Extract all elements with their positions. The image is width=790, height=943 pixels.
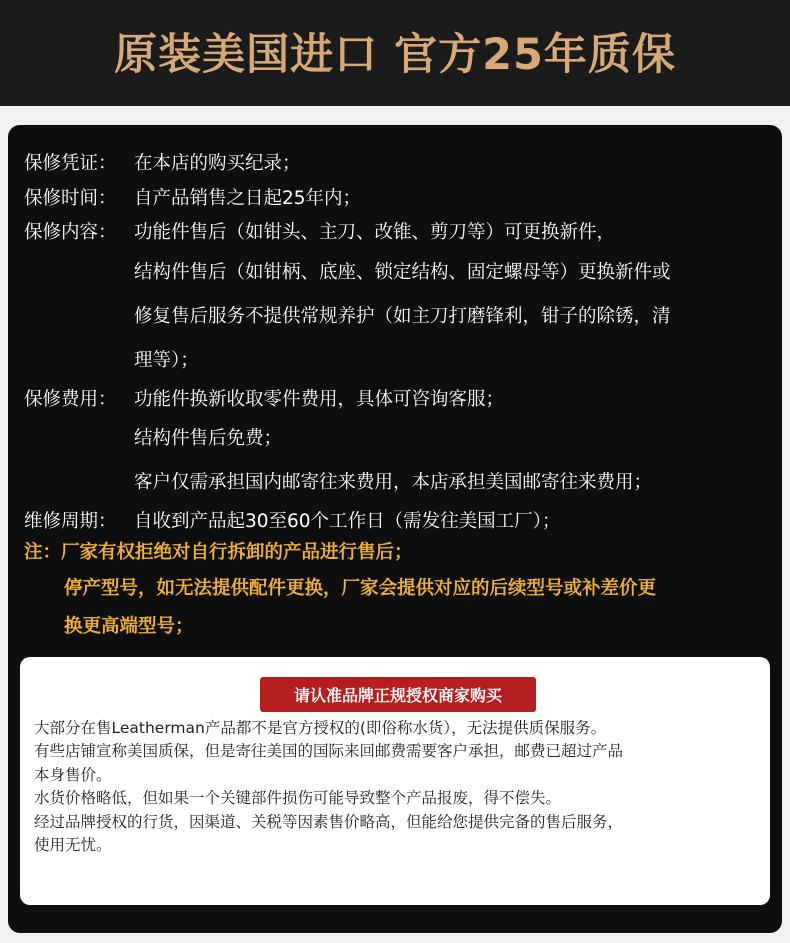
authorized-dealer-button[interactable]: 请认准品牌正规授权商家购买 (260, 677, 536, 712)
notice-line: 经过品牌授权的行货，因渠道、关税等因素售价略高，但能给您提供完备的售后服务， (34, 812, 624, 831)
notice-line: 有些店铺宣称美国质保，但是寄往美国的国际来回邮费需要客户承担，邮费已超过产品 (34, 742, 624, 761)
term-coverage-cont (24, 251, 774, 295)
term-label: 保修时间： (24, 187, 117, 209)
term-value: 功能件换新收取零件费用，具体可咨询客服； (134, 388, 505, 410)
term-coverage (24, 216, 774, 251)
term-label: 保修费用： (24, 388, 117, 410)
term-value: 结构件售后（如钳柄、底座、锁定结构、固定螺母等）更换新件或 (134, 261, 671, 283)
term-period (24, 182, 774, 217)
term-value: 客户仅需承担国内邮寄往来费用，本店承担美国邮寄往来费用； (134, 472, 653, 494)
term-label: 维修周期： (24, 511, 117, 533)
term-value: 功能件售后（如钳头、主刀、改锥、剪刀等）可更换新件， (134, 222, 616, 244)
term-fees-cont (24, 417, 774, 461)
term-value: 自产品销售之日起25年内； (134, 187, 362, 209)
term-value: 理等）； (134, 349, 199, 371)
warranty-card (8, 125, 782, 933)
notice-line: 水货价格略低，但如果一个关键部件损伤可能导致整个产品报废，得不偿失。 (34, 789, 562, 808)
term-coverage-cont (24, 339, 774, 383)
note-line: 停产型号，如无法提供配件更换，厂家会提供对应的后续型号或补差价更 (64, 578, 657, 599)
warranty-notes (24, 535, 774, 647)
term-value: 修复售后服务不提供常规养护（如主刀打磨锋利，钳子的除锈，清 (134, 305, 671, 327)
header-banner (0, 0, 790, 106)
note-line: 注：厂家有权拒绝对自行拆卸的产品进行售后； (24, 542, 413, 563)
notice-line: 使用无忧。 (34, 835, 112, 854)
term-fees-cont (24, 461, 774, 505)
term-label: 保修凭证： (24, 153, 117, 174)
term-coverage-cont (24, 295, 774, 339)
term-value: 在本店的购买纪录； (134, 153, 301, 174)
notice-body (34, 717, 764, 857)
warranty-terms (24, 147, 774, 540)
term-value: 结构件售后免费； (134, 428, 283, 450)
note-line: 换更高端型号； (64, 616, 194, 637)
authorized-dealer-notice (20, 657, 770, 905)
term-label: 保修内容： (24, 222, 117, 244)
page-title: 原装美国进口 官方25年质保 (114, 29, 676, 80)
notice-line: 大部分在售Leatherman产品都不是官方授权的(即俗称水货），无法提供质保服务。 (34, 719, 607, 737)
notice-line: 本身售价。 (34, 765, 112, 784)
term-value: 自收到产品起30至60个工作日（需发往美国工厂）； (134, 511, 561, 533)
term-fees (24, 383, 774, 418)
term-proof (24, 147, 774, 182)
